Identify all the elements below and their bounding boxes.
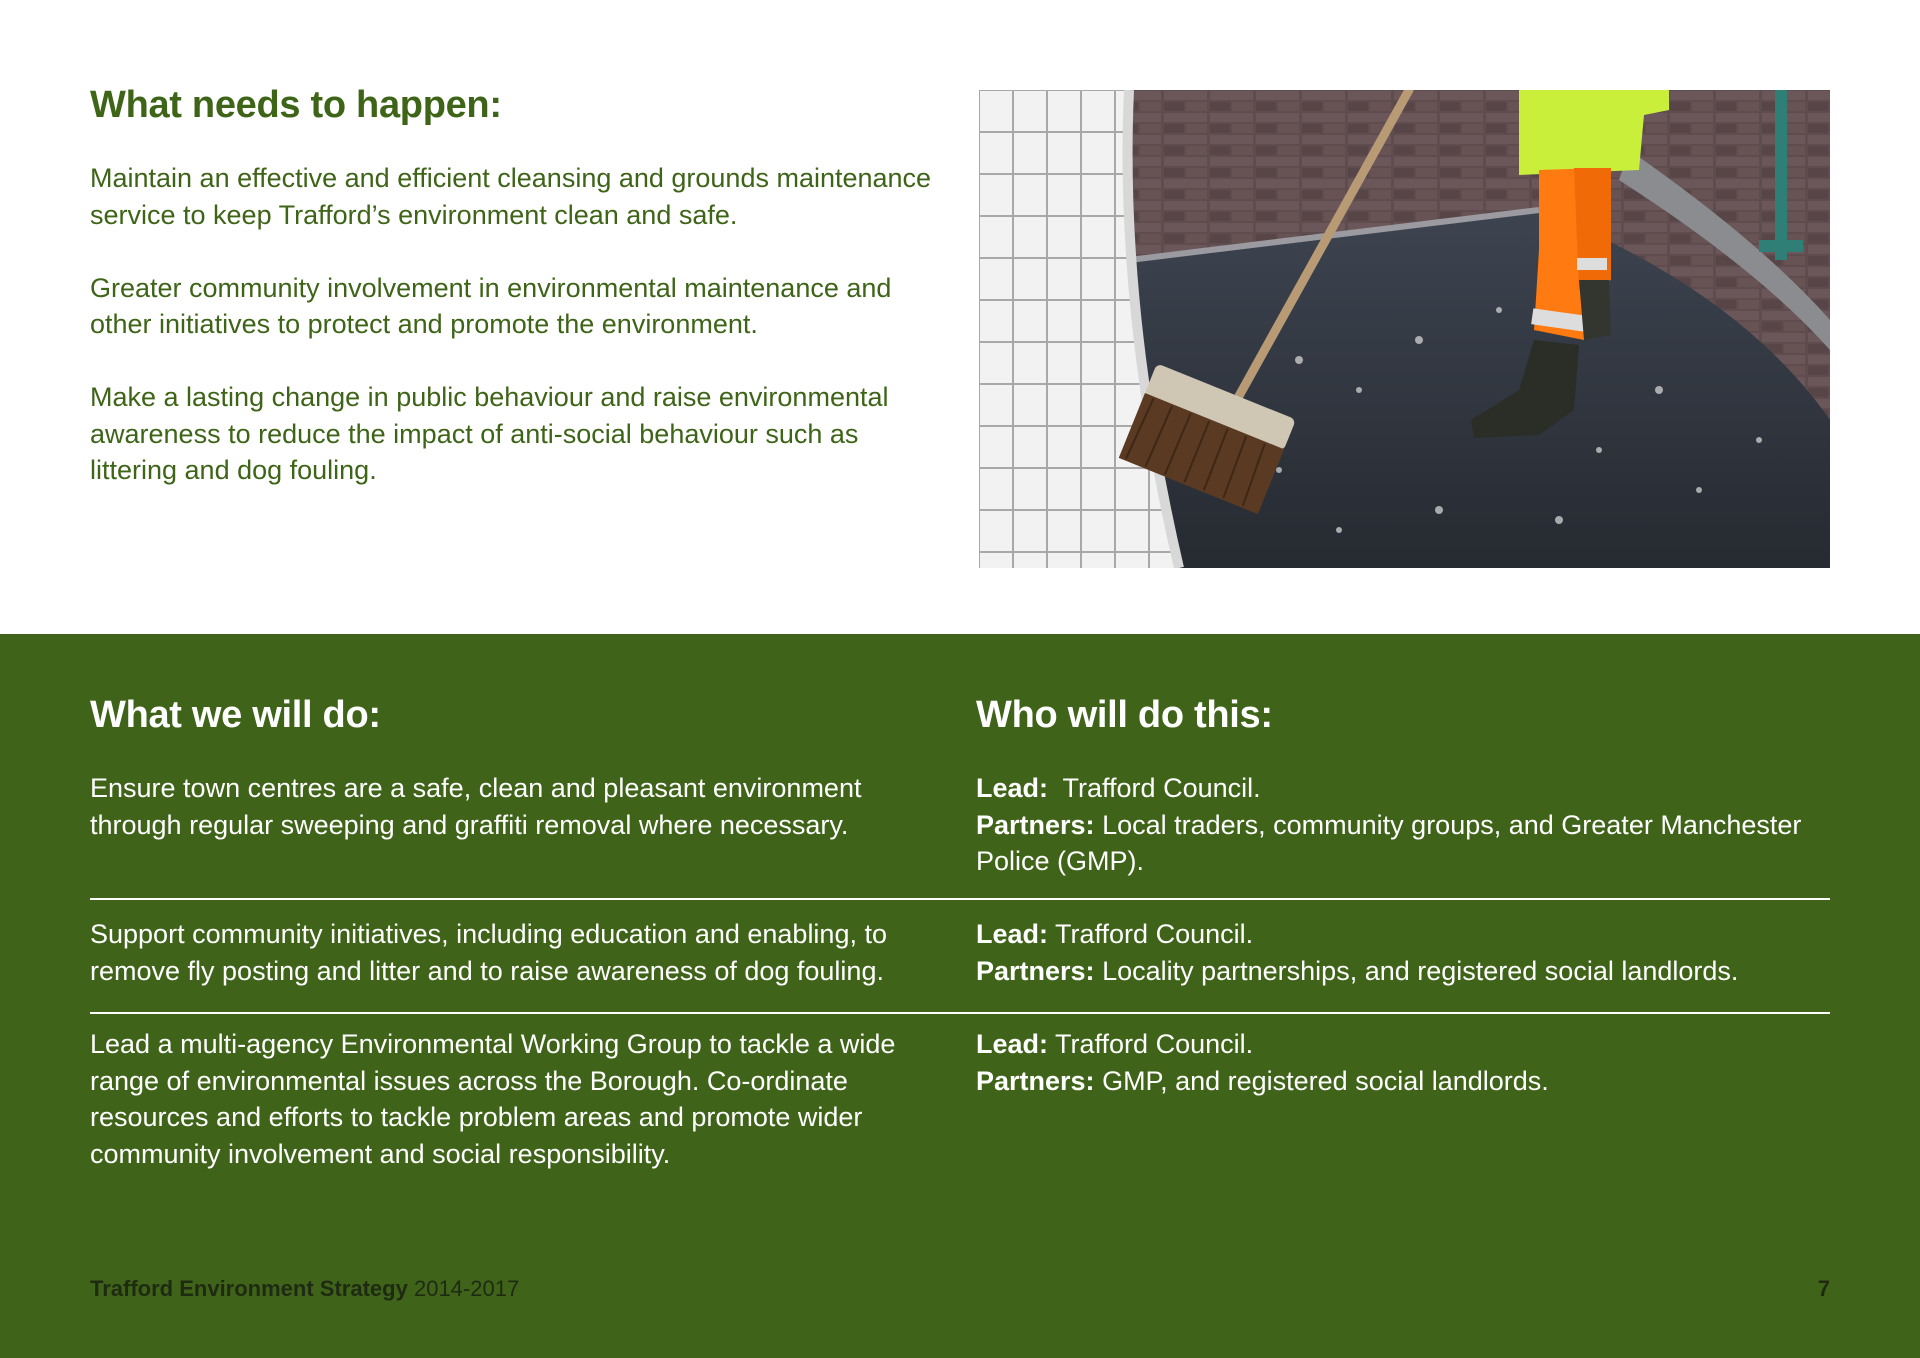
needs-paragraph-1: Maintain an effective and efficient cleansing and grounds maintenance service to keep Trafford’s environment clean and safe.	[90, 163, 932, 230]
partners-line	[976, 807, 1836, 880]
partners-label: Partners:	[976, 809, 1095, 840]
lead-value: Trafford Council.	[1055, 1029, 1254, 1059]
needs-paragraph-2: Greater community involvement in environmental maintenance and other initiatives to protect and promote the environment.	[90, 272, 892, 339]
action-description: Ensure town centres are a safe, clean and pleasant environment through regular sweeping and graffiti removal where necessary.	[90, 773, 862, 840]
lead-label: Lead:	[976, 1029, 1049, 1059]
page-footer	[90, 1276, 1830, 1302]
partners-value: Local traders, community groups, and Greater Manchester Police (GMP).	[976, 809, 1802, 876]
lead-line	[976, 916, 1836, 953]
action-responsibility	[976, 770, 1836, 880]
partners-label: Partners:	[976, 1065, 1095, 1096]
partners-line	[976, 1063, 1836, 1100]
action-description: Support community initiatives, including education and enabling, to remove fly posting and litter and to raise awareness of dog fouling.	[90, 919, 887, 986]
footer-brand: Trafford Environment Strategy	[90, 1276, 408, 1301]
needs-heading: What needs to happen:	[90, 84, 502, 126]
street-sweeping-photo	[979, 90, 1830, 568]
partners-line	[976, 953, 1836, 990]
action-responsibility	[976, 1026, 1836, 1099]
needs-paragraph-3: Make a lasting change in public behaviour and raise environmental awareness to reduce the impact of anti-social behaviour such as littering and dog fouling.	[90, 382, 889, 485]
footer-years: 2014-2017	[413, 1276, 520, 1301]
lead-value: Trafford Council.	[1055, 919, 1254, 949]
who-will-do-this-heading: Who will do this:	[976, 694, 1273, 736]
lead-value: Trafford Council.	[1062, 773, 1261, 803]
row-divider	[90, 898, 1830, 900]
partners-value: GMP, and registered social landlords.	[1102, 1065, 1549, 1096]
lead-label: Lead:	[976, 773, 1049, 803]
lead-line	[976, 770, 1836, 807]
lead-line	[976, 1026, 1836, 1063]
page-number: 7	[1817, 1276, 1830, 1301]
partners-label: Partners:	[976, 955, 1095, 986]
needs-paragraphs	[90, 160, 950, 525]
partners-value: Locality partnerships, and registered social landlords.	[1102, 955, 1739, 986]
actions-section	[0, 634, 1920, 1358]
action-description: Lead a multi-agency Environmental Working Group to tackle a wide range of environmental issues across the Borough. Co-ordinate resources and efforts to tackle problem areas and promote wider community involvement and social responsibility.	[90, 1029, 896, 1169]
action-responsibility	[976, 916, 1836, 989]
row-divider	[90, 1012, 1830, 1014]
top-section	[0, 0, 1920, 634]
what-we-will-do-heading: What we will do:	[90, 694, 381, 736]
lead-label: Lead:	[976, 919, 1049, 949]
